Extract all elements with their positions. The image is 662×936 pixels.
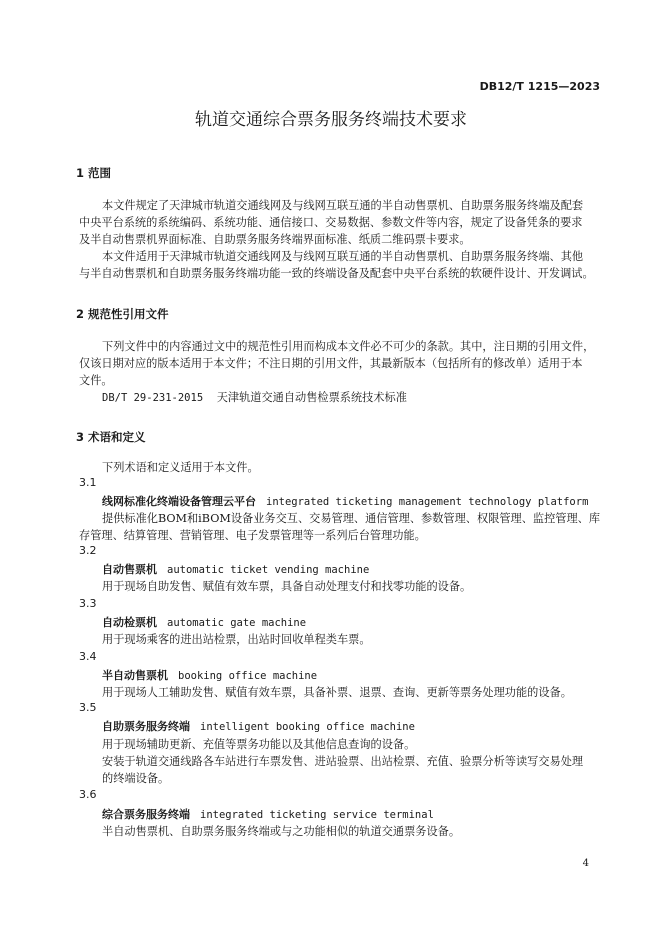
term-title [102, 806, 434, 822]
term-en: intelligent booking office machine [200, 721, 415, 733]
term-definition-line: 提供标准化BOM和iBOM设备业务交互、交易管理、通信管理、参数管理、权限管理、监控管理、库 [102, 512, 601, 525]
term-definition-line: 半自动售票机、自助票务服务终端或与之功能相似的轨道交通票务设备。 [102, 825, 461, 838]
term-en: booking office machine [178, 670, 318, 682]
section-terms-heading: 3 术语和定义 [76, 430, 146, 444]
scope-p2-line1: 本文件适用于天津城市轨道交通线网及与线网互联互通的半自动售票机、自助票务服务终端、其他 [102, 250, 584, 263]
term-number: 3.6 [79, 788, 97, 801]
standard-number: DB12/T 1215—2023 [479, 80, 600, 93]
term-title [102, 493, 588, 509]
term-definition-line: 安装于轨道交通线路各车站进行车票发售、进站验票、出站检票、充值、验票分析等读写交易处理 [102, 755, 584, 768]
term-definition-line: 的终端设备。 [102, 772, 170, 785]
term-title [102, 718, 415, 734]
scope-p1-line3: 及半自动售票机界面标准、自助票务服务终端界面标准、纸质二维码票卡要求。 [79, 233, 471, 246]
section-references-heading: 2 规范性引用文件 [76, 307, 169, 321]
term-definition-line: 用于现场自助发售、赋值有效车票，具备自动处理支付和找零功能的设备。 [102, 580, 472, 593]
term-title [102, 614, 306, 630]
term-number: 3.4 [79, 650, 97, 663]
page-number: 4 [582, 858, 589, 869]
terms-intro: 下列术语和定义适用于本文件。 [102, 461, 259, 474]
term-number: 3.2 [79, 544, 97, 557]
references-p1-line2: 仅该日期对应的版本适用于本文件；不注日期的引用文件，其最新版本（包括所有的修改单）适用于本 [79, 357, 583, 370]
term-en: integrated ticketing management technology platform [266, 496, 589, 508]
page-title: 轨道交通综合票务服务终端技术要求 [195, 110, 467, 130]
term-en: integrated ticketing service terminal [200, 809, 434, 821]
reference-code: DB/T 29-231-2015 [102, 392, 204, 404]
scope-p2-line2: 与半自动售票机和自助票务服务终端功能一致的终端设备及配套中央平台系统的软硬件设计、开发调试。 [79, 267, 594, 280]
term-number: 3.1 [79, 476, 97, 489]
term-definition-line: 存管理、结算管理、营销管理、电子发票管理等一系列后台管理功能。 [79, 529, 426, 542]
term-zh: 自助票务服务终端 [102, 720, 190, 733]
term-zh: 线网标准化终端设备管理云平台 [102, 495, 256, 508]
term-en: automatic gate machine [167, 617, 307, 629]
term-definition-line: 用于现场人工辅助发售、赋值有效车票，具备补票、退票、查询、更新等票务处理功能的设备。 [102, 686, 572, 699]
term-zh: 自动检票机 [102, 616, 157, 629]
term-definition-line: 用于现场乘客的进出站检票，出站时回收单程类车票。 [102, 633, 371, 646]
references-p1-line3: 文件。 [79, 374, 113, 387]
term-title [102, 667, 317, 683]
term-definition-line: 用于现场辅助更新、充值等票务功能以及其他信息查询的设备。 [102, 738, 416, 751]
reference-title: 天津轨道交通自动售检票系统技术标准 [216, 391, 407, 404]
term-number: 3.3 [79, 597, 97, 610]
scope-p1-line2: 中央平台系统的系统编码、系统功能、通信接口、交易数据、参数文件等内容，规定了设备凭条的要求 [79, 216, 583, 229]
term-zh: 综合票务服务终端 [102, 808, 190, 821]
term-zh: 半自动售票机 [102, 669, 168, 682]
term-number: 3.5 [79, 701, 97, 714]
references-p1-line1: 下列文件中的内容通过文中的规范性引用而构成本文件必不可少的条款。其中，注日期的引用文件， [102, 340, 595, 353]
section-scope-heading: 1 范围 [76, 166, 112, 180]
reference-item [102, 389, 407, 407]
term-en: automatic ticket vending machine [167, 564, 370, 576]
term-title [102, 561, 369, 577]
scope-p1-line1: 本文件规定了天津城市轨道交通线网及与线网互联互通的半自动售票机、自助票务服务终端及配套 [102, 199, 584, 212]
term-zh: 自动售票机 [102, 563, 157, 576]
